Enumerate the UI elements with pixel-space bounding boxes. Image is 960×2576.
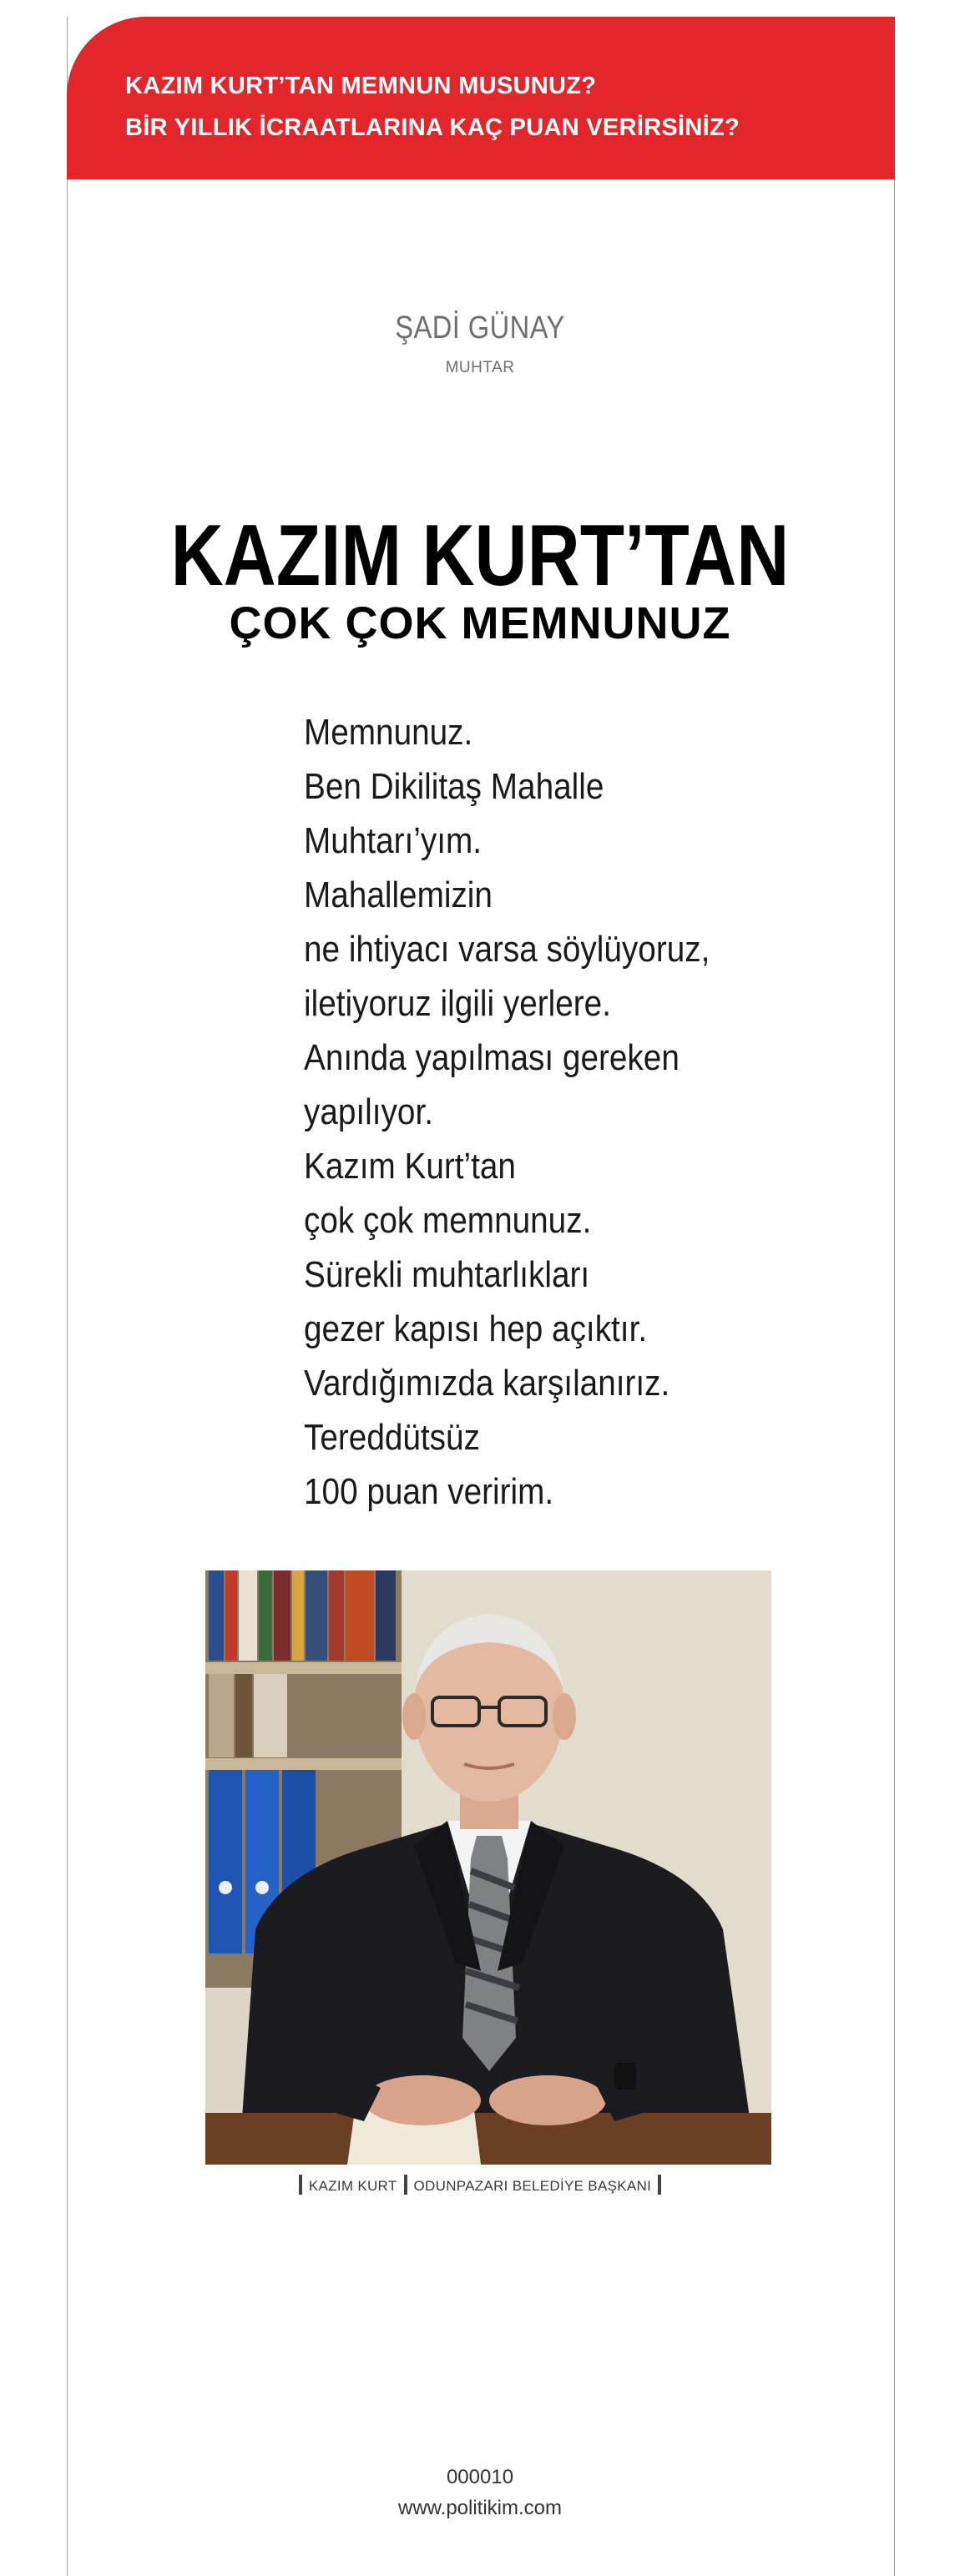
body-line: Anında yapılması gereken — [304, 1037, 680, 1078]
page-code: 000010 — [446, 2466, 514, 2488]
body-line: Muhtarı’yım. — [304, 820, 483, 861]
caption-divider — [299, 2175, 302, 2195]
body-line: Mahallemizin — [304, 875, 493, 915]
footer-url: www.politikim.com — [397, 2497, 563, 2519]
body-line: yapılıyor. — [304, 1091, 433, 1132]
author-role: MUHTAR — [445, 359, 515, 376]
caption-name: KAZIM KURT — [308, 2178, 397, 2194]
body-line: gezer kapısı hep açıktır. — [304, 1308, 648, 1349]
caption-divider — [658, 2175, 661, 2195]
body-line: iletiyoruz ilgili yerlere. — [304, 983, 611, 1024]
author-name: ŞADİ GÜNAY — [395, 310, 565, 345]
body-line: Memnunuz. — [304, 712, 473, 753]
body-line: Tereddütsüz — [304, 1417, 480, 1458]
caption-divider — [404, 2175, 407, 2195]
body-line: Sürekli muhtarlıkları — [304, 1254, 590, 1295]
article-body — [304, 705, 745, 1519]
portrait-photo — [205, 1570, 771, 2165]
body-line: 100 puan veririm. — [304, 1471, 554, 1512]
photo-caption — [0, 2175, 960, 2195]
body-line: Vardığımızda karşılanırız. — [304, 1363, 670, 1404]
headline-subtitle: ÇOK ÇOK MEMNUNUZ — [229, 598, 731, 648]
headline-title: KAZIM KURT’TAN — [170, 507, 790, 604]
banner-question-2: BİR YILLIK İCRAATLARINA KAÇ PUAN VERİRSİNİZ? — [125, 114, 740, 141]
body-line: Kazım Kurt’tan — [304, 1146, 516, 1187]
portrait-illustration — [205, 1570, 771, 2165]
body-line: Ben Dikilitaş Mahalle — [304, 766, 604, 807]
body-line: ne ihtiyacı varsa söylüyoruz, — [304, 929, 710, 970]
header-banner — [67, 17, 895, 179]
body-line: çok çok memnunuz. — [304, 1200, 592, 1241]
banner-question-1: KAZIM KURT’TAN MEMNUN MUSUNUZ? — [125, 73, 597, 99]
caption-title: ODUNPAZARI BELEDİYE BAŞKANI — [413, 2178, 652, 2194]
